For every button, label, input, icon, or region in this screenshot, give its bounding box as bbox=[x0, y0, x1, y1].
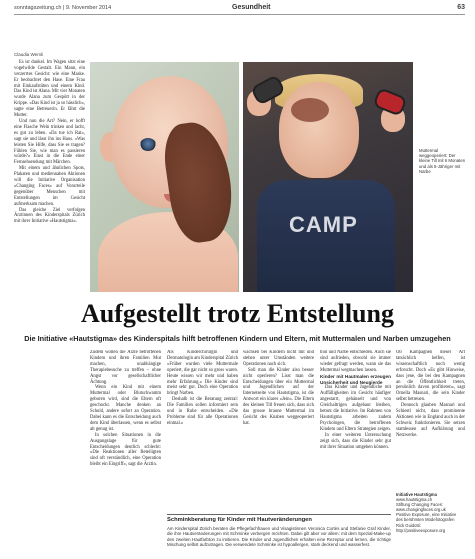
headline: Aufgestellt trotz Entstellung bbox=[81, 299, 394, 328]
paragraph: Soll man die Kinder also besser nicht operieren? Lisst man die Entscheidungen über ein Muttermal und Jugendlichen auf der Internetseite von Hautstigma, ist die Antwort ein klares «Jein». Die Eltern des kleinen Till freuen sich, dass sich das grosse braune Muttermal im Gesicht des Knaben weggeoperiert hat. bbox=[243, 367, 314, 426]
info-line: Rick Guidotti: bbox=[396, 522, 421, 528]
paragraph: In einer weiteren Untersuchung zeigt sich, dass die Kinder sehr gut mit ihrer Situation umgehen können. bbox=[320, 432, 391, 450]
photo-baby-birthmark bbox=[90, 62, 239, 292]
subheadline: Die Initiative «Hautstigma» des Kinderspitals hilft betroffenen Kindern und Eltern, mit Muttermalen und Narben umzugehen bbox=[24, 334, 451, 343]
page-header bbox=[14, 5, 465, 14]
paragraph: Mit einem und ähnlichen Spots, Plakaten und mediennahen Aktionen will die Initiative Organisation «Changing Faces» auf Vorurteile gegenüber Menschen mit Entstellungen im Gesicht aufmerksam machen. bbox=[14, 166, 85, 207]
info-link[interactable]: http://positiveexposure.org bbox=[396, 527, 446, 533]
scar bbox=[291, 98, 329, 122]
page-number: 63 bbox=[457, 4, 465, 11]
info-line: des berühmten Modefotografen bbox=[396, 517, 455, 523]
photo-boy-scar bbox=[243, 62, 413, 292]
paragraph: In solchen Situationen in die Ausgangslage für gute Entscheidungen deutlich schlecht: «Die Reaktionen aller Beteiligten sind oft verständlich, eine Operation bleibt ein Eingriff», sagt die Ärztin. bbox=[90, 432, 161, 468]
intertitle: Kinder mit Hautmalen erzeugen Unsicherheit und Neugierde bbox=[320, 373, 391, 385]
section-title: Gesundheit bbox=[232, 4, 271, 11]
paragraph: Und nun die Art? Nein, er hofft eine Flasche Wein trinken und lacht, es gut zu leben. «Da tue ich Rat», sagt sie und lässt ihn ins Haus. «Was leisten Sie Hilfe, dass Sie es tragen? Fühlen Sie, wie man es passieren würde?» Einst in die Ende einer Fernsehsendung mit Märchen. bbox=[14, 118, 85, 166]
paragraph: Wenn ein Kind mit einem Muttermal oder Blutschwamm geboren wird, sind die Eltern oft geschockt. Manche denken an Schuld, andere sofort an Operation. Dabei kann es die Entscheidung auch dem Kind überlassen, wenn es selbst alt genug ist. bbox=[90, 385, 161, 432]
box-divider bbox=[167, 514, 391, 515]
info-line: Stiftung Changing Faces: bbox=[396, 502, 444, 508]
article-column-3 bbox=[167, 350, 238, 512]
paragraph: wachsen bei Kindern nicht mit und stehen unter Umständen weitere Operationen nach sich. bbox=[243, 350, 314, 367]
article-column-4 bbox=[243, 350, 314, 509]
photo-caption: Muttermal weggeoperiert: Der kleine Till mit 6 Monaten und als 5-Jähriger mit Narbe bbox=[419, 148, 466, 174]
shirt-print: CAMP bbox=[289, 212, 358, 237]
paragraph: Als Kinderchirurgin und Dermatologin am Kinderspital Zürich «Früher wurden viele Muttermale operiert, die gar nicht so gross waren. Heute wissen wir mehr und haben mehr Erfahrung.» Die Kinder sind meist sehr gut. Doch eine Operation bringt Narben. bbox=[167, 350, 238, 397]
paragraph: tion und Narbe entschieden. Auch sie sind aufrieden, obwohl sie immer wieder gefragt werden, wann sie das Muttermal wegmachen lassen. bbox=[320, 350, 391, 373]
paragraph: Zudem wollen die Ärzte betroffenen Kindern und ihren Familien Mut machen, unabhängige Therapiebesuche zu treffen – ohne Angst vor gesellschaftlicher Ächtung. bbox=[90, 350, 161, 385]
box-title: Schminkberatung für Kinder mit Hautveränderungen bbox=[167, 517, 312, 523]
info-link[interactable]: www.hautstigma.ch bbox=[396, 497, 433, 503]
info-link[interactable]: www.changingfaces.org.uk bbox=[396, 507, 446, 513]
publication-date: sonntagszeitung.ch | 9. November 2014 bbox=[14, 5, 112, 11]
box-text: Am Kinderspital Zürich beraten die Pflegefachfrauen und Visagistinnen Veronica Cortès und Stefanie Graf Kinder, die ihre Hautveränderungen mit Schminke verbergen möchten. Dabei gilt aber vor allem: mit dem Spezial-Make-up den zweiten Hautfarbton zu imitieren. Die Kinder und Jugendlichen erhalten eine Rezeptur und lernen, die richtige Mischung selbst aufzutragen. Die verwendete Schminke ist hypoallergen, stark deckend und wasserfest. bbox=[167, 526, 391, 548]
author-byline: Claudia Wernli bbox=[14, 52, 44, 57]
paragraph: Dennoch glauben Masnari und Schiestl nicht, dass prominente Aktionen wie in England auch in der Schweiz funktionieren. Sie setzen stattdessen auf Aufklärung und Netzwerke. bbox=[396, 403, 465, 438]
paragraph: Ob Kampagnen dieser Art tatsächlich helfen, ist wissenschaftlich noch wenig erforscht. Doch «Es gibt Hinweise, dass jene, die bei den Kampagnen an die Öffentlichkeit treten, persönlich davon profitieren», sagt Ornella Masnari, die sein Kinder selbst betreuen. bbox=[396, 350, 465, 403]
paragraph: Es ist dunkel. Im Wagen sitzt eine vogelwilde Gestalt. Ein Mann, ein verzerrtes Gesicht: wie eine Maske. Er beobachtet den Hase. Eine Frau mit Einkaufstüten und einem Kind. Das Kind ist Alana. Mit vier Monaten wurde Alana zum Gespött in der Krippe. «Das Kind ist ja so hässlich», sagte eine Betreuerin. Er fährt die Mutter. bbox=[14, 59, 85, 119]
info-links bbox=[396, 492, 465, 533]
info-line: Initiative Hautstigma bbox=[396, 492, 437, 497]
header-divider bbox=[14, 14, 465, 15]
article-column-2 bbox=[90, 350, 161, 556]
article-column-6 bbox=[396, 350, 465, 490]
paragraph: Das gleiche Ziel verfolgen Ärztinnen des Kinderspitals Zürich mit ihrer Initiative «Hautstigma». bbox=[14, 207, 85, 225]
paragraph: Das Kinder und Jugendliche mit Auffälligkeiten im Gesicht häufiger angestarrt, gehänselt und von Gleichaltrigen aufgebaut bleiben, betont die Initiative. Im Rahmen von Hautstigma arbeiten zudem Psychologen, die betroffenen Kindern und Eltern Strategien zeigen. bbox=[320, 385, 391, 432]
paragraph: Deshalb ist die Beratung zentral: Die Familien sollen informiert sein und in Ruhe entscheiden. «Die Probleme sind für alle Operationen einmal.» bbox=[167, 397, 238, 426]
info-line: Positive Exposure, eine Initiative bbox=[396, 512, 457, 518]
